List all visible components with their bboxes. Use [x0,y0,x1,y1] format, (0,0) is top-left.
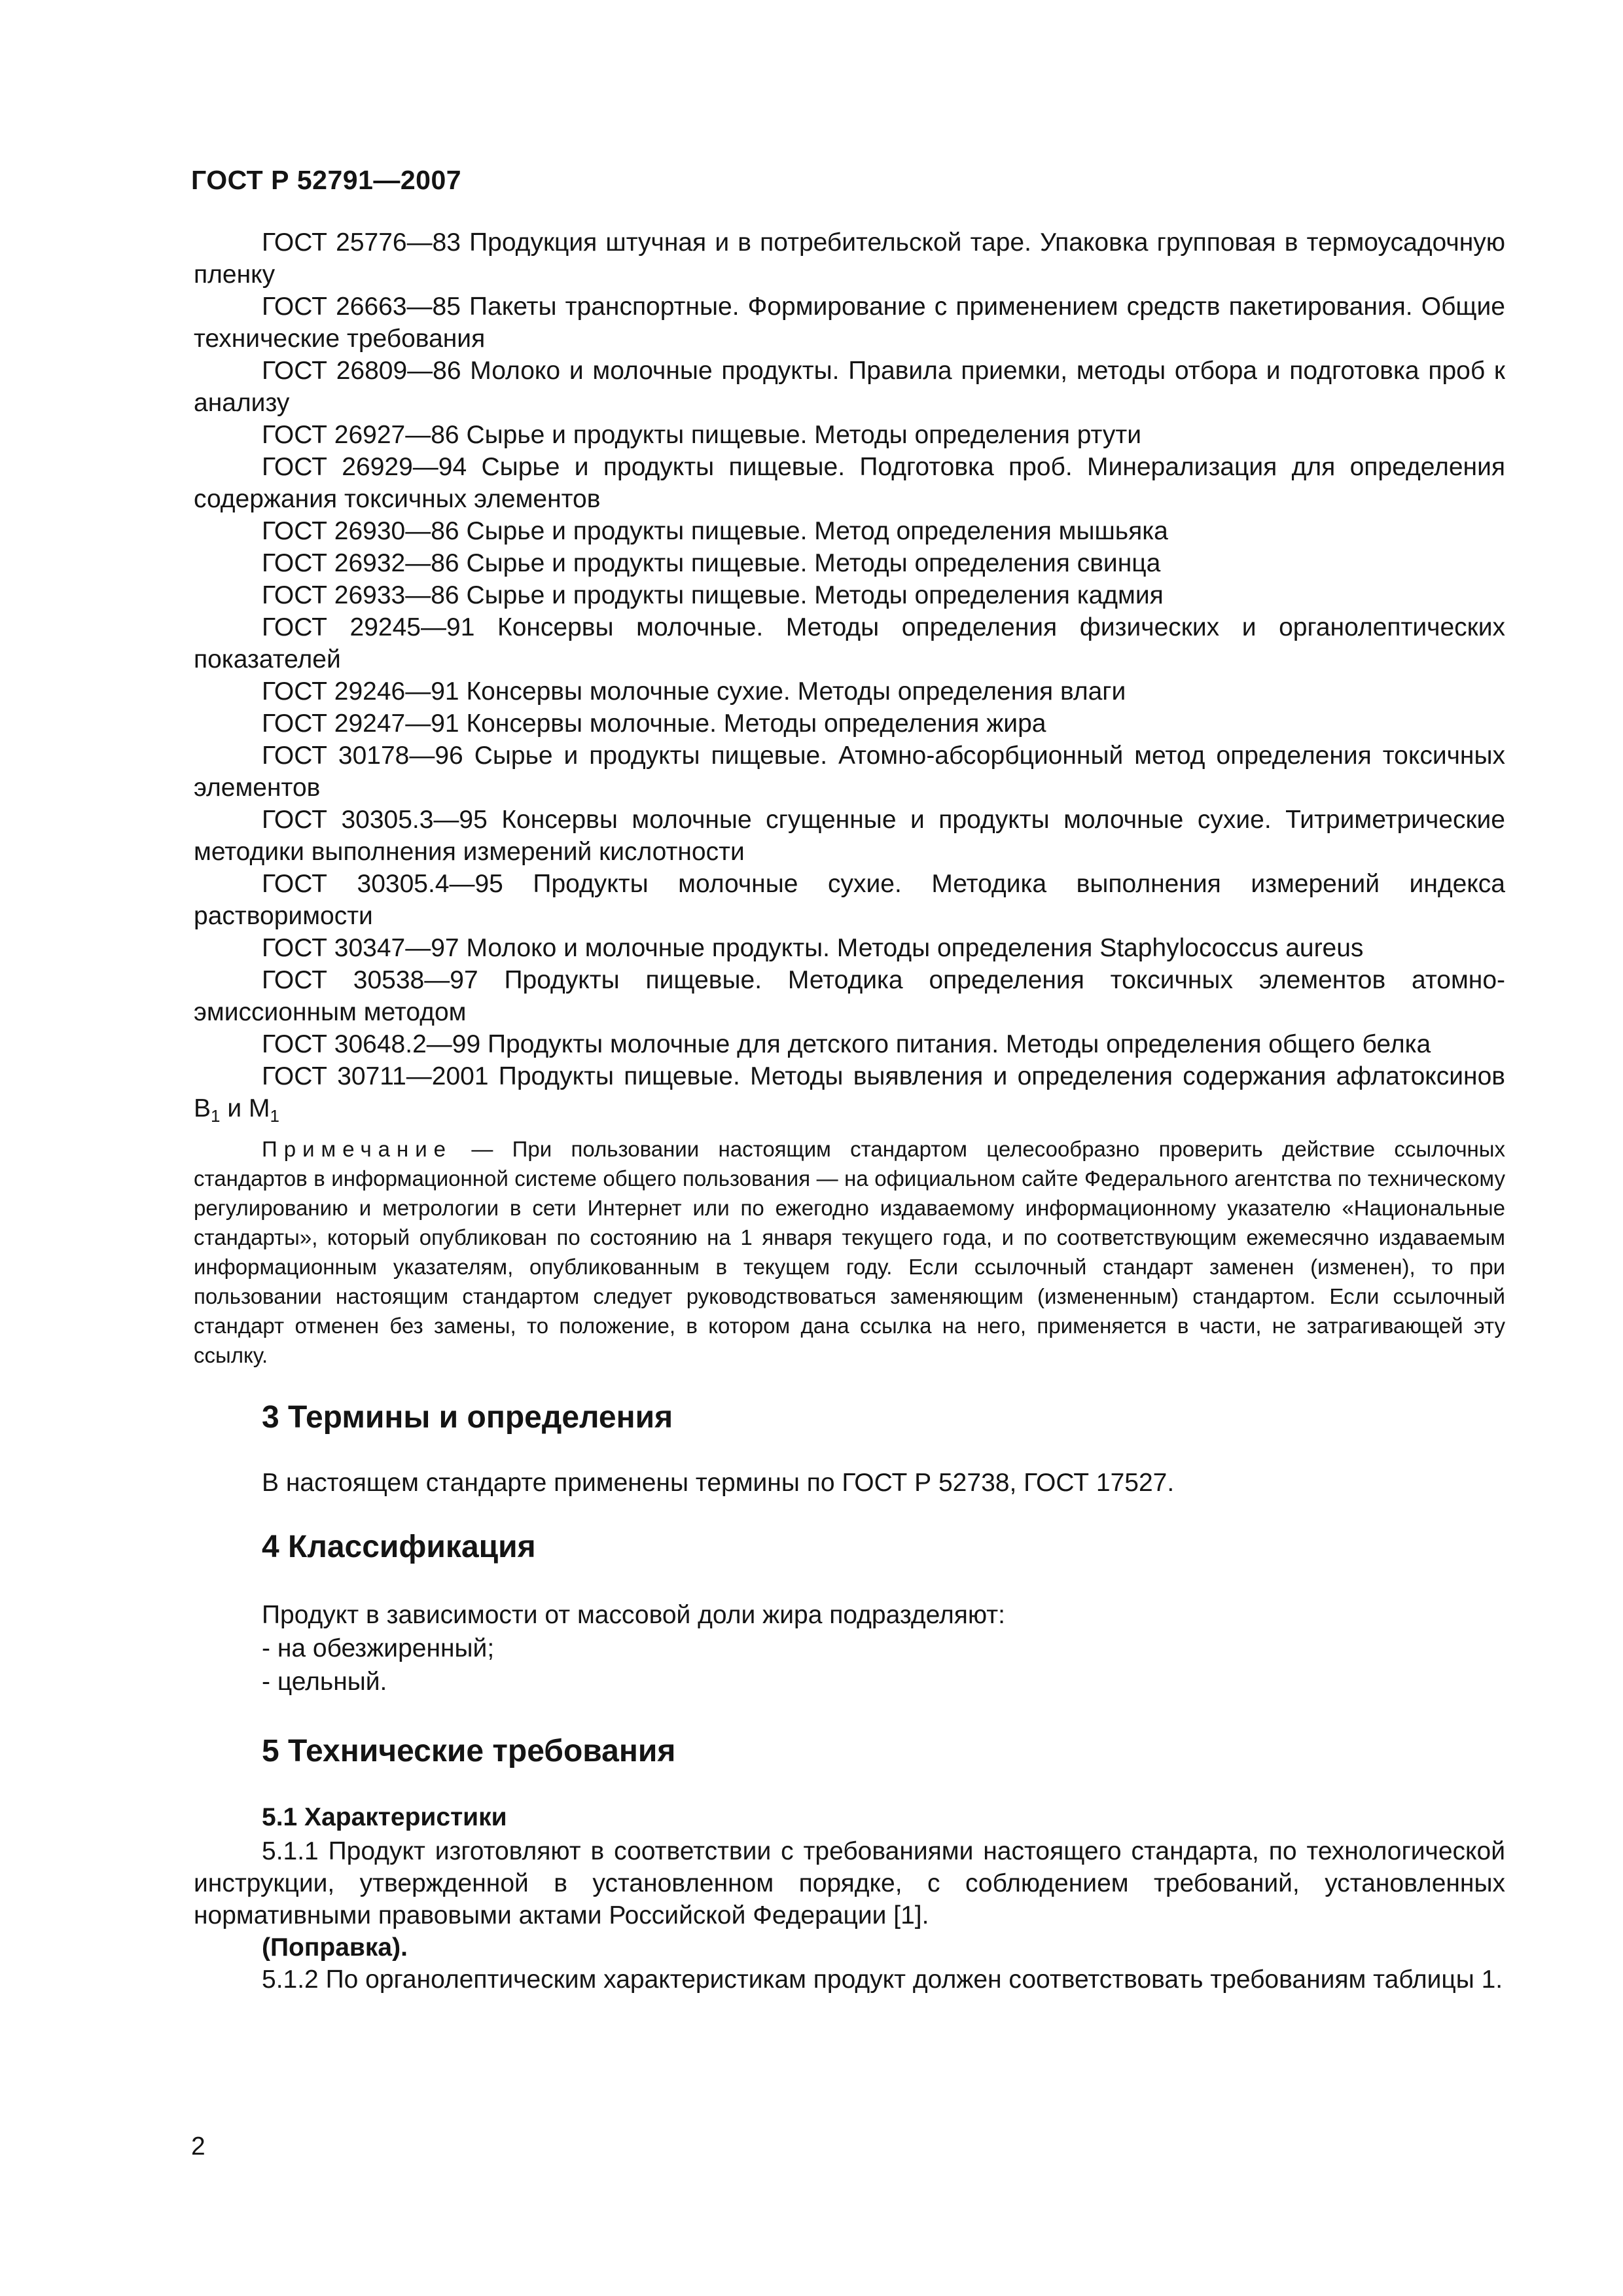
list-item: - на обезжиренный; [262,1634,495,1662]
reference-item: ГОСТ 26930—86 Сырье и продукты пищевые. Метод определения мышьяка [262,517,1168,545]
section-5-body [194,1835,1505,1996]
note-paragraph [194,1134,1505,1370]
reference-item: ГОСТ 30648.2—99 Продукты молочные для детского питания. Методы определения общего белка [262,1030,1431,1058]
section-3-heading: 3 Термины и определения [262,1400,673,1435]
note-label: Примечание [262,1137,453,1161]
document-header-title: ГОСТ Р 52791—2007 [191,165,462,195]
clause-5-1-2: 5.1.2 По органолептическим характеристикам продукт должен соответствовать требованиям таблицы 1. [262,1965,1503,1994]
reference-item: ГОСТ 30305.4—95 Продукты молочные сухие. Методика выполнения измерений индекса растворимости [194,870,1505,930]
reference-item: ГОСТ 26933—86 Сырье и продукты пищевые. Методы определения кадмия [262,581,1164,609]
reference-item: ГОСТ 26663—85 Пакеты транспортные. Формирование с применением средств пакетирования. Общие технические требования [194,293,1505,353]
note-text: — При пользовании настоящим стандартом целесообразно проверить действие ссылочных стандартов в информационной системе общего пользования — на официальном сайте Федерального агентства по техническому регулированию и метрологии в сети Интернет или по ежегодно издаваемому информационному указателю «Национальные стандарты», который опубликован по состоянию на 1 января текущего года, и по соответствующим ежемесячно издаваемым информационным указателям, опубликованным в текущем году. Если ссылочный стандарт заменен (изменен), то при пользовании настоящим стандартом следует руководствоваться заменяющим (измененным) стандартом. Если ссылочный стандарт отменен без замены, то положение, в котором дана ссылка на него, применяется в части, не затрагивающей эту ссылку. [194,1137,1505,1367]
section-4-intro: Продукт в зависимости от массовой доли жира подразделяют: [262,1601,1006,1629]
section-3-text: В настоящем стандарте применены термины по ГОСТ Р 52738, ГОСТ 17527. [262,1469,1175,1497]
subsection-5-1-heading: 5.1 Характеристики [262,1803,507,1831]
page-number: 2 [191,2132,205,2161]
reference-item: ГОСТ 26932—86 Сырье и продукты пищевые. Методы определения свинца [262,549,1161,577]
subscript: 1 [270,1106,279,1126]
section-4-heading: 4 Классификация [262,1530,536,1564]
reference-item: ГОСТ 26927—86 Сырье и продукты пищевые. Методы определения ртути [262,421,1141,449]
reference-item: ГОСТ 26929—94 Сырье и продукты пищевые. Подготовка проб. Минерализация для определения содержания токсичных элементов [194,453,1505,513]
reference-item: ГОСТ 30305.3—95 Консервы молочные сгущенные и продукты молочные сухие. Титриметрические методики выполнения измерений кислотности [194,806,1505,866]
normative-references-list [194,226,1505,1124]
list-item: - цельный. [262,1668,387,1696]
reference-item: ГОСТ 25776—83 Продукция штучная и в потребительской таре. Упаковка групповая в термоусадочную пленку [194,228,1505,289]
reference-item: ГОСТ 30538—97 Продукты пищевые. Методика определения токсичных элементов атомно-эмиссионным методом [194,966,1505,1026]
reference-item: ГОСТ 30178—96 Сырье и продукты пищевые. Атомно-абсорбционный метод определения токсичных элементов [194,742,1505,802]
amendment-note: (Поправка). [262,1933,408,1962]
reference-item: ГОСТ 29245—91 Консервы молочные. Методы определения физических и органолептических показателей [194,613,1505,673]
reference-item: ГОСТ 30347—97 Молоко и молочные продукты. Методы определения Staphylococcus aureus [262,934,1364,962]
reference-item-aflatoxins [194,1060,1505,1124]
reference-text: ГОСТ 30711—2001 Продукты пищевые. Методы выявления и определения содержания афлатоксинов В [194,1062,1505,1122]
reference-item: ГОСТ 29247—91 Консервы молочные. Методы определения жира [262,709,1046,738]
subscript: 1 [211,1106,221,1126]
section-5-heading: 5 Технические требования [262,1734,676,1768]
reference-item: ГОСТ 29246—91 Консервы молочные сухие. Методы определения влаги [262,677,1126,706]
reference-item: ГОСТ 26809—86 Молоко и молочные продукты. Правила приемки, методы отбора и подготовка проб к анализу [194,357,1505,417]
clause-5-1-1: 5.1.1 Продукт изготовляют в соответствии с требованиями настоящего стандарта, по технологической инструкции, утвержденной в установленном порядке, с соблюдением требований, установленных нормативными правовыми актами Российской Федерации [1]. [194,1837,1505,1929]
reference-text-middle: и М [220,1094,270,1122]
